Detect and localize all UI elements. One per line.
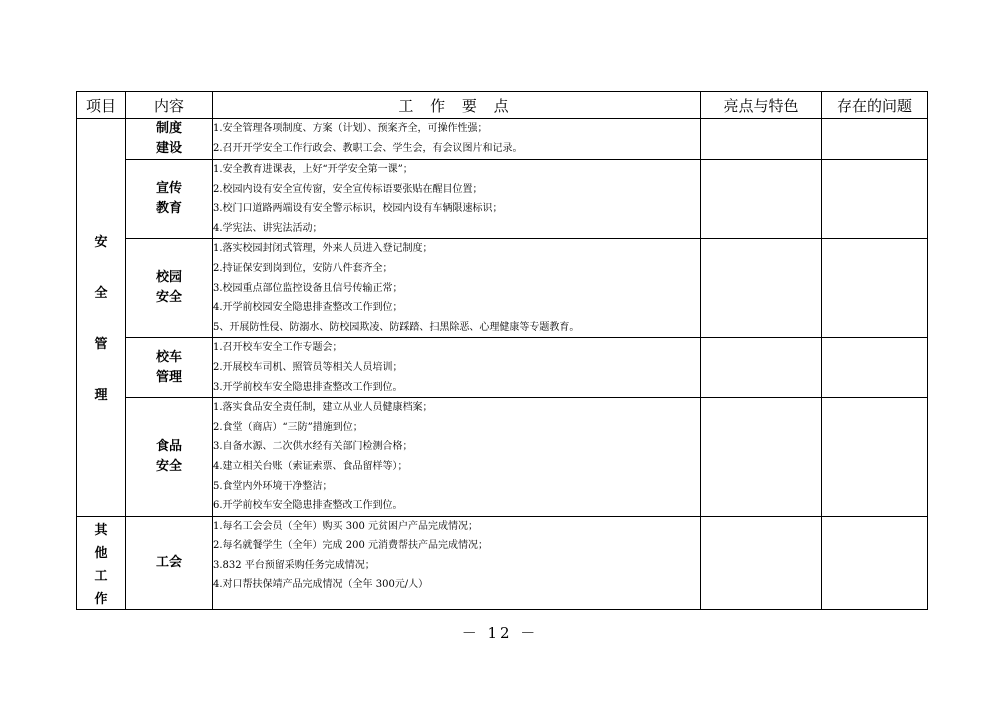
work-points-cell xyxy=(213,338,701,398)
content-cell xyxy=(126,338,213,398)
header-work-points: 工 作 要 点 xyxy=(213,92,701,119)
table-row xyxy=(77,119,928,160)
work-point-item: 2.开展校车司机、照管员等相关人员培训； xyxy=(213,361,403,373)
work-point-item: 2.食堂（商店）“三防”措施到位； xyxy=(213,421,363,433)
work-point-item: 5.食堂内外环境干净整洁； xyxy=(213,480,333,492)
header-highlights: 亮点与特色 xyxy=(701,92,822,119)
table-row xyxy=(77,516,928,609)
work-point-item: 3.开学前校车安全隐患排查整改工作到位。 xyxy=(213,381,403,393)
work-point-item: 3.832 平台预留采购任务完成情况； xyxy=(213,559,375,571)
project-char: 其 xyxy=(94,522,108,538)
project-char: 作 xyxy=(94,591,108,607)
work-point-item: 2.每名就餐学生（全年）完成 200 元消费帮扶产品完成情况； xyxy=(213,540,488,552)
project-cell-safety-management xyxy=(77,119,126,517)
work-point-item: 1.落实食品安全责任制，建立从业人员健康档案； xyxy=(213,402,433,414)
work-point-item: 3.校园重点部位监控设备且信号传输正常； xyxy=(213,282,403,294)
header-issues: 存在的问题 xyxy=(822,92,928,119)
content-label: 教育 xyxy=(155,201,182,217)
content-cell xyxy=(126,516,213,609)
table-row xyxy=(77,239,928,338)
work-point-item: 5、开展防性侵、防溺水、防校园欺凌、防踩踏、扫黑除恶、心理健康等专题教育。 xyxy=(213,321,580,333)
highlights-cell xyxy=(701,338,822,398)
issues-cell xyxy=(822,119,928,160)
project-char: 全 xyxy=(94,286,108,302)
highlights-cell xyxy=(701,239,822,338)
content-cell xyxy=(126,239,213,338)
project-char: 理 xyxy=(94,388,108,404)
work-point-item: 4.开学前校园安全隐患排查整改工作到位； xyxy=(213,302,403,314)
content-label: 宣传 xyxy=(155,181,182,197)
project-char: 管 xyxy=(94,337,108,353)
work-points-cell xyxy=(213,398,701,517)
work-point-item: 4.建立相关台账（索证索票、食品留样等）； xyxy=(213,460,408,472)
content-cell xyxy=(126,119,213,160)
content-cell xyxy=(126,398,213,517)
highlights-cell xyxy=(701,160,822,239)
content-label: 管理 xyxy=(155,369,182,385)
content-label: 安全 xyxy=(155,290,182,306)
page-number: － 12 － xyxy=(461,624,539,642)
work-point-item: 6.开学前校车安全隐患排查整改工作到位。 xyxy=(213,500,403,512)
content-label: 建设 xyxy=(155,141,182,156)
content-label: 工会 xyxy=(155,554,182,570)
content-label: 校园 xyxy=(155,270,182,286)
highlights-cell xyxy=(701,516,822,609)
work-point-item: 3.校门口道路两端设有安全警示标识，校园内设有车辆限速标识； xyxy=(213,203,503,215)
work-point-item: 1.安全教育进课表，上好“开学安全第一课”； xyxy=(213,164,413,175)
issues-cell xyxy=(822,239,928,338)
highlights-cell xyxy=(701,398,822,517)
content-cell xyxy=(126,160,213,239)
table-body xyxy=(77,119,928,610)
issues-cell xyxy=(822,338,928,398)
table-row xyxy=(77,160,928,239)
work-point-item: 2.召开开学安全工作行政会、教职工会、学生会，有会议图片和记录。 xyxy=(213,142,523,154)
work-point-item: 4.对口帮扶保靖产品完成情况（全年 300元/人） xyxy=(213,579,429,591)
content-label: 校车 xyxy=(155,349,182,365)
table-row xyxy=(77,398,928,517)
work-point-item: 1.召开校车安全工作专题会； xyxy=(213,342,343,354)
work-point-item: 1.安全管理各项制度、方案（计划）、预案齐全，可操作性强； xyxy=(213,123,488,134)
project-char: 他 xyxy=(94,545,108,561)
work-points-cell xyxy=(213,239,701,338)
project-char: 工 xyxy=(94,568,108,584)
work-point-item: 1.落实校园封闭式管理，外来人员进入登记制度； xyxy=(213,243,433,255)
table-header-row xyxy=(77,92,928,119)
header-content: 内容 xyxy=(126,92,213,119)
table-row xyxy=(77,338,928,398)
issues-cell xyxy=(822,160,928,239)
work-points-cell xyxy=(213,160,701,239)
work-point-item: 1.每名工会会员（全年）购买 300 元贫困户产品完成情况； xyxy=(213,520,478,532)
header-project: 项目 xyxy=(77,92,126,119)
work-points-table xyxy=(76,91,928,610)
issues-cell xyxy=(822,398,928,517)
project-cell-other-work xyxy=(77,516,126,609)
work-points-cell xyxy=(213,516,701,609)
content-label: 制度 xyxy=(155,121,182,136)
work-point-item: 2.校园内设有安全宣传窗，安全宣传标语要张贴在醒目位置； xyxy=(213,183,483,195)
work-point-item: 4.学宪法、讲宪法活动； xyxy=(213,222,323,234)
content-label: 安全 xyxy=(155,458,182,474)
work-points-cell xyxy=(213,119,701,160)
highlights-cell xyxy=(701,119,822,160)
project-char: 安 xyxy=(94,235,108,251)
content-label: 食品 xyxy=(155,438,182,454)
work-point-item: 3.自备水源、二次供水经有关部门检测合格； xyxy=(213,441,413,453)
work-point-item: 2.持证保安到岗到位，安防八件套齐全； xyxy=(213,262,393,274)
issues-cell xyxy=(822,516,928,609)
